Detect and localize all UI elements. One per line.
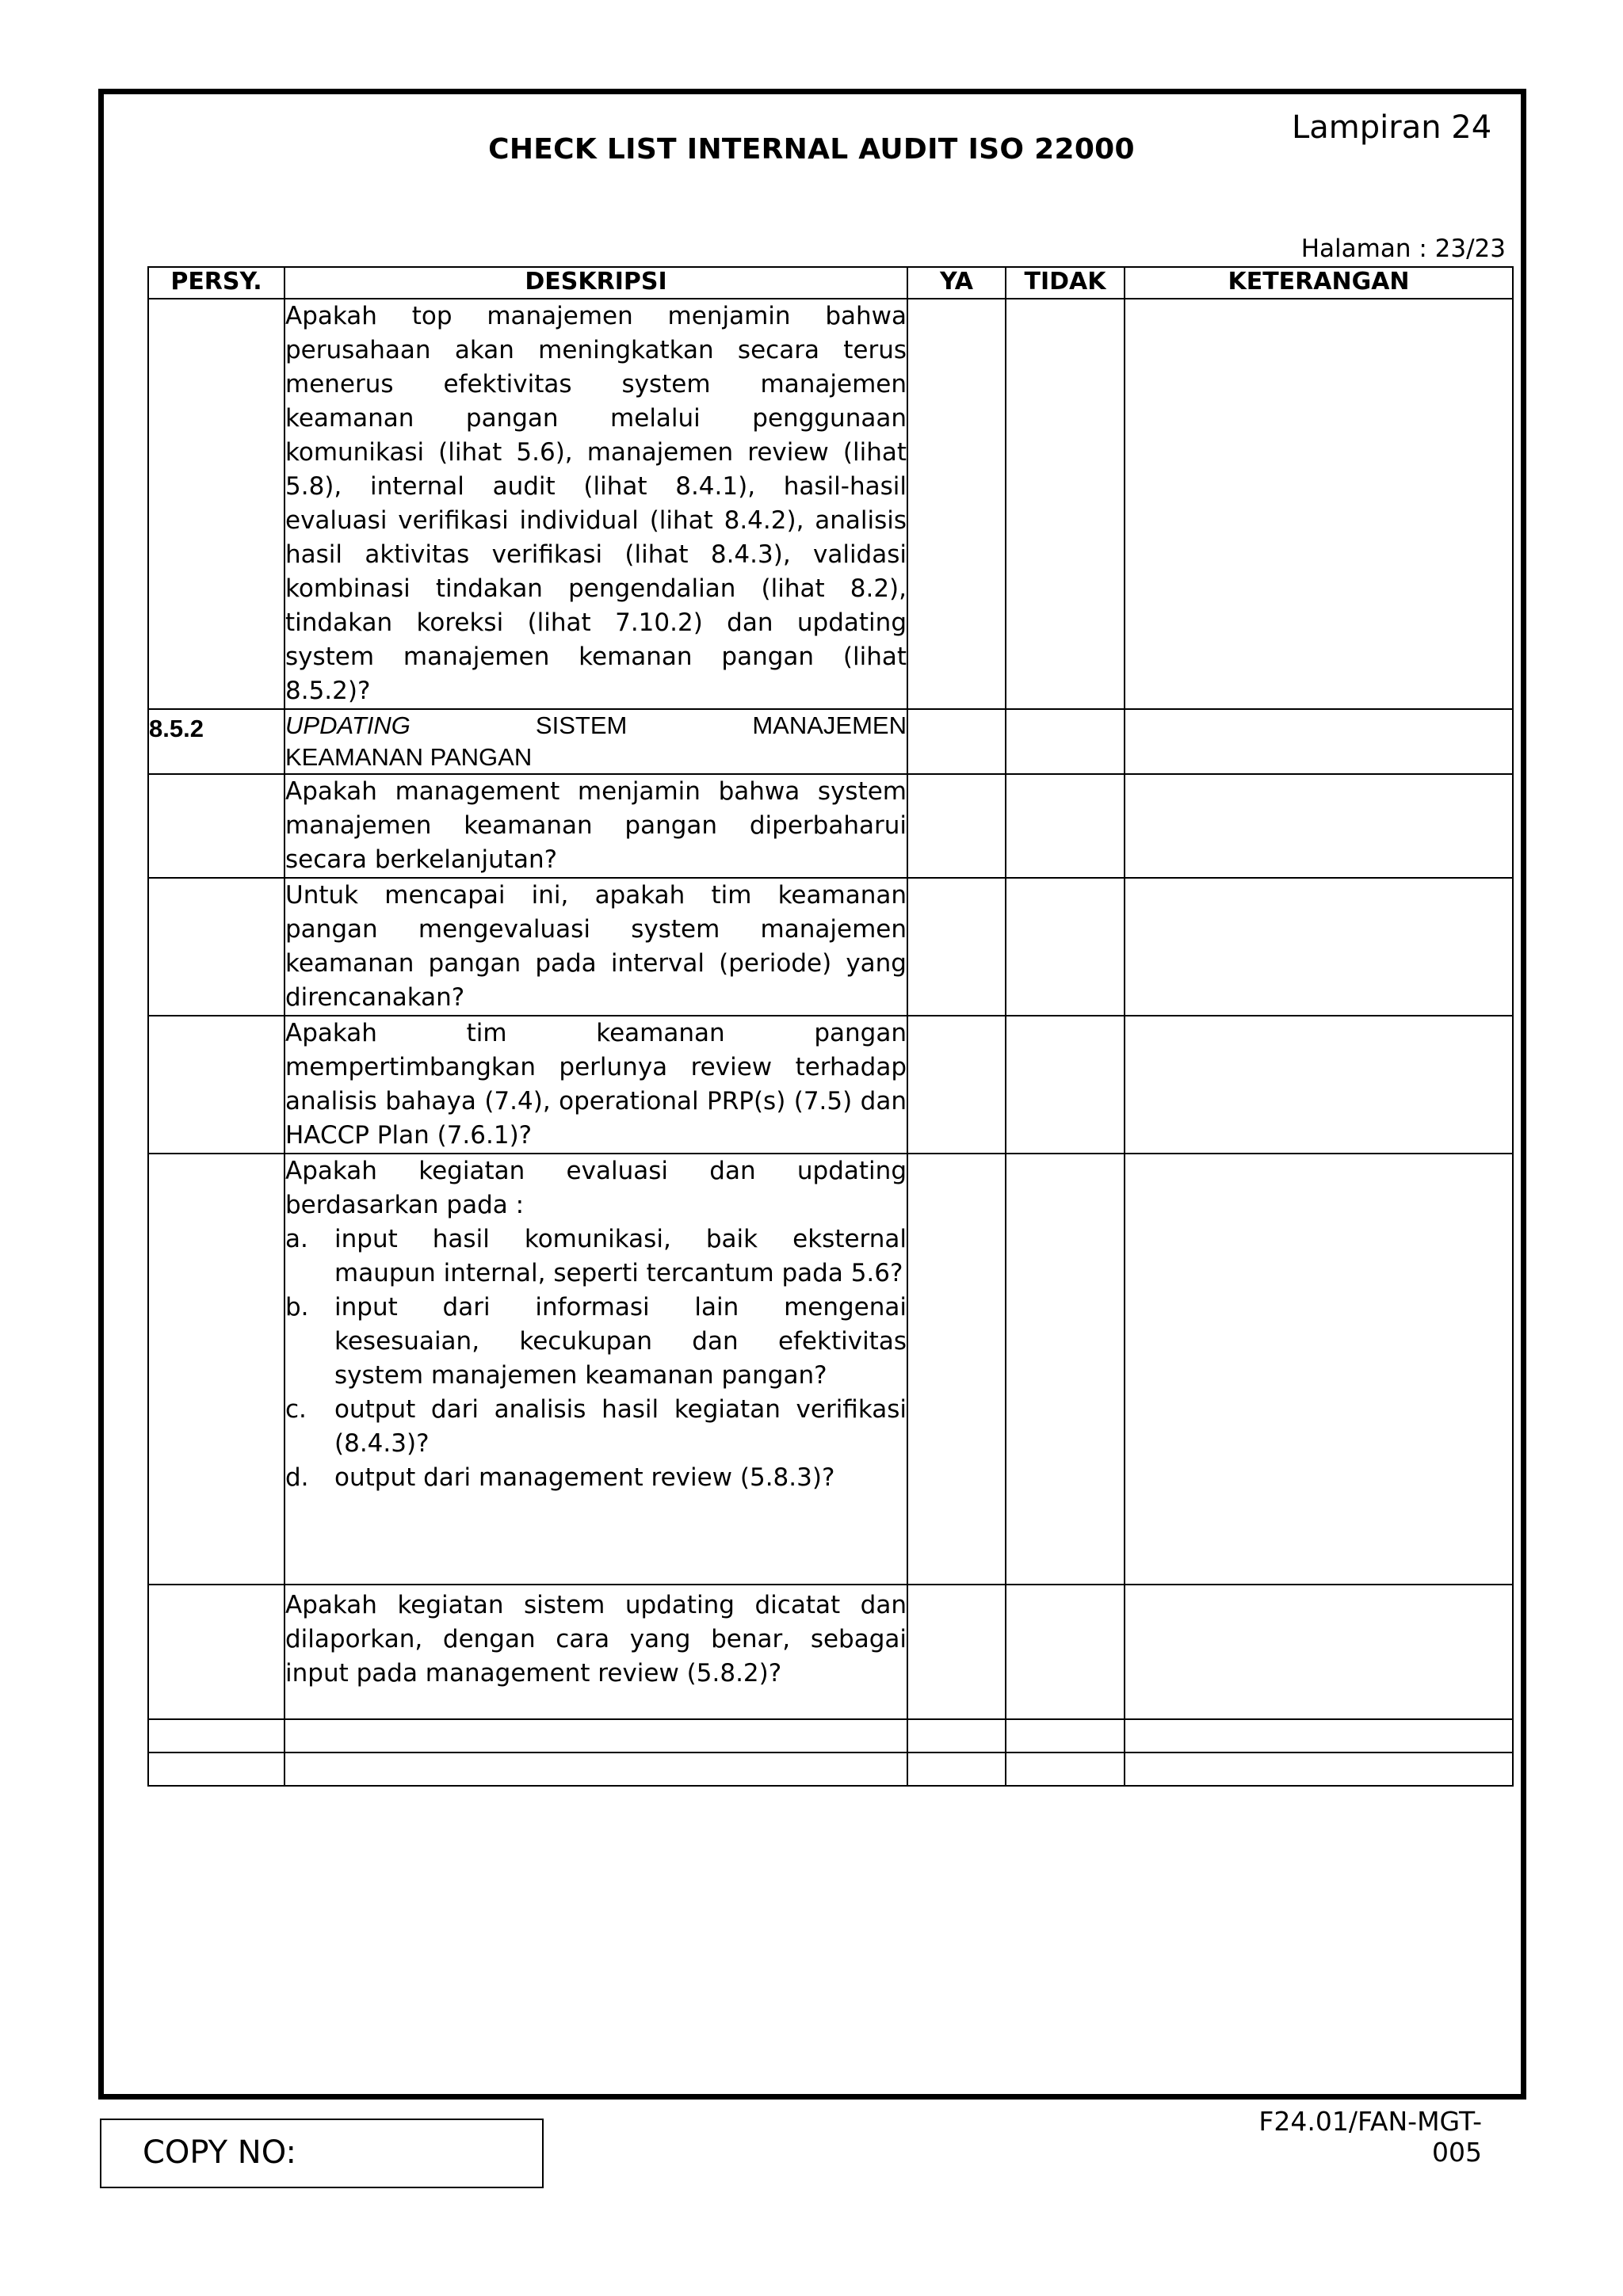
persy-cell: [148, 1585, 285, 1719]
question-text: Apakah kegiatan evaluasi dan updating berdasarkan pada :: [285, 1157, 907, 1219]
tidak-checkbox-cell[interactable]: [1006, 1016, 1125, 1154]
section-number: 8.5.2: [148, 709, 285, 774]
persy-cell[interactable]: [148, 1719, 285, 1753]
ya-checkbox-cell[interactable]: [907, 1016, 1006, 1154]
col-header-keterangan: KETERANGAN: [1125, 267, 1513, 299]
keterangan-cell[interactable]: [1125, 1016, 1513, 1154]
section-heading-word-1: UPDATING: [285, 711, 411, 739]
keterangan-cell[interactable]: [1125, 1719, 1513, 1753]
ya-checkbox-cell[interactable]: [907, 774, 1006, 878]
ya-checkbox-cell[interactable]: [907, 1154, 1006, 1585]
ya-checkbox-cell[interactable]: [907, 878, 1006, 1016]
empty-row: [148, 1753, 1513, 1786]
description-cell: [285, 299, 907, 709]
audit-checklist-table: [147, 266, 1514, 1787]
tidak-checkbox-cell[interactable]: [1006, 1154, 1125, 1585]
table-header-row: [148, 267, 1513, 299]
keterangan-cell[interactable]: [1125, 774, 1513, 878]
question-text: Apakah kegiatan sistem updating dicatat dan dilaporkan, dengan cara yang benar, sebagai input pada management review (5.8.2)?: [285, 1591, 907, 1688]
persy-cell: [148, 878, 285, 1016]
tidak-checkbox-cell[interactable]: [1006, 1585, 1125, 1719]
section-heading-word-2: SISTEM: [535, 711, 628, 739]
table-row: [148, 878, 1513, 1016]
section-heading: [285, 710, 907, 773]
persy-cell: [148, 299, 285, 709]
page-number: Halaman : 23/23: [1300, 235, 1506, 263]
tidak-checkbox-cell[interactable]: [1006, 878, 1125, 1016]
col-header-persy: PERSY.: [148, 267, 285, 299]
question-text: Untuk mencapai ini, apakah tim keamanan pangan mengevaluasi system manajemen keamanan pangan pada interval (periode) yang direncanakan?: [285, 881, 907, 1012]
description-cell[interactable]: [285, 1753, 907, 1786]
tidak-checkbox-cell[interactable]: [1006, 709, 1125, 774]
keterangan-cell[interactable]: [1125, 878, 1513, 1016]
tidak-checkbox-cell[interactable]: [1006, 299, 1125, 709]
description-cell: [285, 878, 907, 1016]
criteria-list: [285, 1222, 907, 1495]
keterangan-cell[interactable]: [1125, 1753, 1513, 1786]
question-text: Apakah tim keamanan pangan mempertimbangkan perlunya review terhadap analisis bahaya (7.4), operational PRP(s) (7.5) dan HACCP Plan (7.6.1)?: [285, 1019, 907, 1150]
ya-checkbox-cell[interactable]: [907, 1719, 1006, 1753]
section-heading-cell: [285, 709, 907, 774]
tidak-checkbox-cell[interactable]: [1006, 774, 1125, 878]
document-title: CHECK LIST INTERNAL AUDIT ISO 22000: [488, 133, 1135, 166]
tidak-checkbox-cell[interactable]: [1006, 1719, 1125, 1753]
persy-cell: [148, 1016, 285, 1154]
persy-cell[interactable]: [148, 1753, 285, 1786]
keterangan-cell[interactable]: [1125, 1154, 1513, 1585]
keterangan-cell[interactable]: [1125, 1585, 1513, 1719]
col-header-deskripsi: DESKRIPSI: [285, 267, 907, 299]
description-cell: [285, 774, 907, 878]
persy-cell: [148, 774, 285, 878]
persy-cell: [148, 1154, 285, 1585]
table-row: [148, 1585, 1513, 1719]
description-cell: [285, 1016, 907, 1154]
section-heading-line-2: KEAMANAN PANGAN: [285, 743, 533, 771]
copy-number-box[interactable]: [100, 2119, 544, 2188]
ya-checkbox-cell[interactable]: [907, 709, 1006, 774]
tidak-checkbox-cell[interactable]: [1006, 1753, 1125, 1786]
ya-checkbox-cell[interactable]: [907, 299, 1006, 709]
section-heading-word-3: MANAJEMEN: [752, 711, 907, 739]
document-code: F24.01/FAN-MGT-005: [1258, 2106, 1482, 2168]
keterangan-cell[interactable]: [1125, 299, 1513, 709]
table-row: [148, 299, 1513, 709]
col-header-tidak: TIDAK: [1006, 267, 1125, 299]
col-header-ya: YA: [907, 267, 1006, 299]
description-cell[interactable]: [285, 1719, 907, 1753]
list-item: a. input hasil komunikasi, baik eksternal maupun internal, seperti tercantum pada 5.6?: [285, 1225, 907, 1287]
list-item: c. output dari analisis hasil kegiatan verifikasi (8.4.3)?: [285, 1395, 907, 1458]
copy-number-label: COPY NO:: [143, 2134, 296, 2171]
attachment-label: Lampiran 24: [1292, 109, 1492, 146]
question-text: Apakah management menjamin bahwa system manajemen keamanan pangan diperbaharui secara berkelanjutan?: [285, 777, 907, 874]
empty-row: [148, 1719, 1513, 1753]
table-row: [148, 1154, 1513, 1585]
description-cell: [285, 1585, 907, 1719]
list-item: b. input dari informasi lain mengenai kesesuaian, kecukupan dan efektivitas system manajemen keamanan pangan?: [285, 1293, 907, 1390]
list-item: d. output dari management review (5.8.3)?: [285, 1463, 835, 1492]
description-cell: [285, 1154, 907, 1585]
ya-checkbox-cell[interactable]: [907, 1753, 1006, 1786]
table-row: [148, 1016, 1513, 1154]
ya-checkbox-cell[interactable]: [907, 1585, 1006, 1719]
section-heading-row: [148, 709, 1513, 774]
keterangan-cell[interactable]: [1125, 709, 1513, 774]
question-text: Apakah top manajemen menjamin bahwa perusahaan akan meningkatkan secara terus menerus efektivitas system manajemen keamanan pangan melalui penggunaan komunikasi (lihat 5.6), manajemen review (lihat 5.8), internal audit (lihat 8.4.1), hasil-hasil evaluasi verifikasi individual (lihat 8.4.2), analisis hasil aktivitas verifikasi (lihat 8.4.3), validasi kombinasi tindakan pengendalian (lihat 8.2), tindakan koreksi (lihat 7.10.2) dan updating system manajemen kemanan pangan (lihat 8.5.2)?: [285, 302, 907, 705]
table-row: [148, 774, 1513, 878]
